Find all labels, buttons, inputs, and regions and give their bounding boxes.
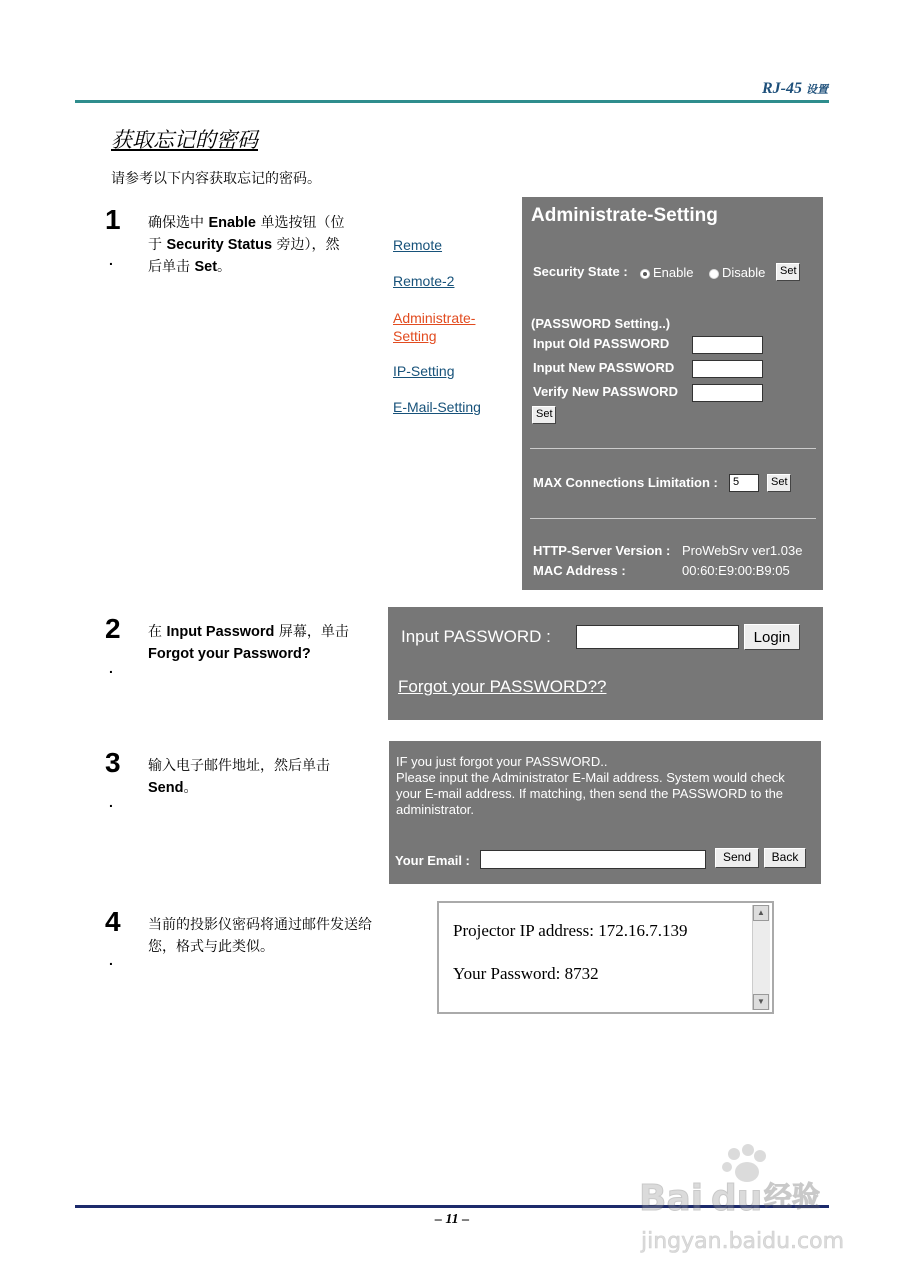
mac-address-label: MAC Address :	[533, 563, 626, 578]
input-password-label: Input PASSWORD :	[401, 627, 551, 646]
mac-address-value: 00:60:E9:00:B9:05	[682, 563, 790, 578]
step-number-3: 3	[105, 747, 121, 778]
step-dot-4: .	[109, 952, 113, 968]
new-password-input[interactable]	[692, 360, 763, 378]
scroll-up-icon[interactable]: ▲	[753, 905, 769, 921]
password-setting-label: (PASSWORD Setting..)	[531, 316, 671, 331]
svg-text:du: du	[711, 1178, 763, 1219]
http-server-value: ProWebSrv ver1.03e	[682, 543, 803, 558]
nav-link-email-setting[interactable]: E-Mail-Setting	[393, 399, 481, 415]
header-subtitle: 设置	[806, 84, 828, 96]
your-password-line: Your Password: 8732	[453, 964, 599, 983]
admin-setting-panel	[522, 197, 823, 590]
login-button[interactable]: Login	[744, 624, 800, 650]
step-text-3: 输入电子邮件地址，然后单击 Send。	[148, 758, 330, 796]
security-set-button[interactable]: Set	[776, 263, 800, 281]
nav-link-remote-2[interactable]: Remote-2	[393, 273, 455, 289]
disable-radio[interactable]: Disable	[709, 265, 765, 280]
verify-password-label: Verify New PASSWORD	[533, 384, 678, 399]
email-input[interactable]	[480, 850, 706, 869]
password-set-button[interactable]: Set	[532, 406, 556, 424]
security-state-label: Security State :	[533, 264, 628, 279]
old-password-input[interactable]	[692, 336, 763, 354]
input-password-panel	[388, 607, 823, 720]
step-text-1: 确保选中 Enable 单选按钮（位于 Security Status 旁边），然后单击 Set。	[148, 215, 345, 275]
step-number-1: 1	[105, 204, 121, 235]
step-dot-1: .	[109, 252, 113, 268]
section-title: 获取忘记的密码	[111, 128, 258, 152]
step-text-2: 在 Input Password 屏幕，单击 Forgot your Password?	[148, 624, 349, 662]
password-input[interactable]	[576, 625, 739, 649]
svg-text:经验: 经验	[764, 1180, 821, 1213]
max-connections-label: MAX Connections Limitation :	[533, 475, 718, 490]
radio-disable-icon[interactable]	[709, 269, 719, 279]
intro-text: 请参考以下内容获取忘记的密码。	[111, 171, 321, 187]
http-server-label: HTTP-Server Version :	[533, 543, 671, 558]
step-number-2: 2	[105, 613, 121, 644]
step-text-4: 当前的投影仪密码将通过邮件发送给您，格式与此类似。	[148, 917, 372, 955]
verify-password-input[interactable]	[692, 384, 763, 402]
max-connections-input[interactable]: 5	[729, 474, 759, 492]
page-number: – 11 –	[434, 1212, 470, 1227]
your-email-label: Your Email :	[395, 853, 470, 868]
divider	[530, 518, 816, 519]
baidu-jingyan-watermark	[639, 1140, 849, 1260]
scroll-down-icon[interactable]: ▼	[753, 994, 769, 1010]
step-dot-3: .	[109, 794, 113, 810]
email-instructions: IF you just forgot your PASSWORD.. Please input the Administrator E-Mail address. System would check your E-mail address. If matching, then send the PASSWORD to the administrator.	[396, 754, 785, 817]
password-email-textbox[interactable]	[437, 901, 774, 1014]
nav-link-administrate-setting[interactable]: Administrate-Setting	[393, 310, 476, 344]
enable-radio[interactable]: Enable	[640, 265, 693, 280]
step-dot-2: .	[109, 660, 113, 676]
old-password-label: Input Old PASSWORD	[533, 336, 670, 351]
divider	[530, 448, 816, 449]
header-rule	[75, 100, 829, 103]
svg-text:Bai: Bai	[639, 1178, 704, 1219]
header-title-main: RJ-45	[762, 80, 802, 97]
vertical-scrollbar[interactable]	[752, 905, 770, 1010]
step-number-4: 4	[105, 906, 121, 937]
header-title	[762, 80, 828, 98]
max-connections-set-button[interactable]: Set	[767, 474, 791, 492]
nav-link-ip-setting[interactable]: IP-Setting	[393, 363, 455, 379]
nav-link-remote[interactable]: Remote	[393, 237, 443, 253]
send-button[interactable]: Send	[715, 848, 759, 868]
forgot-password-link[interactable]: Forgot your PASSWORD??	[398, 677, 607, 696]
svg-text:jingyan.baidu.com: jingyan.baidu.com	[641, 1229, 845, 1254]
forgot-password-email-panel	[389, 741, 821, 884]
radio-enable-icon[interactable]	[640, 269, 650, 279]
back-button[interactable]: Back	[764, 848, 806, 868]
paw-logo-icon	[639, 1140, 849, 1260]
new-password-label: Input New PASSWORD	[533, 360, 675, 375]
projector-ip-line: Projector IP address: 172.16.7.139	[453, 921, 688, 940]
admin-panel-title: Administrate-Setting	[531, 205, 718, 226]
